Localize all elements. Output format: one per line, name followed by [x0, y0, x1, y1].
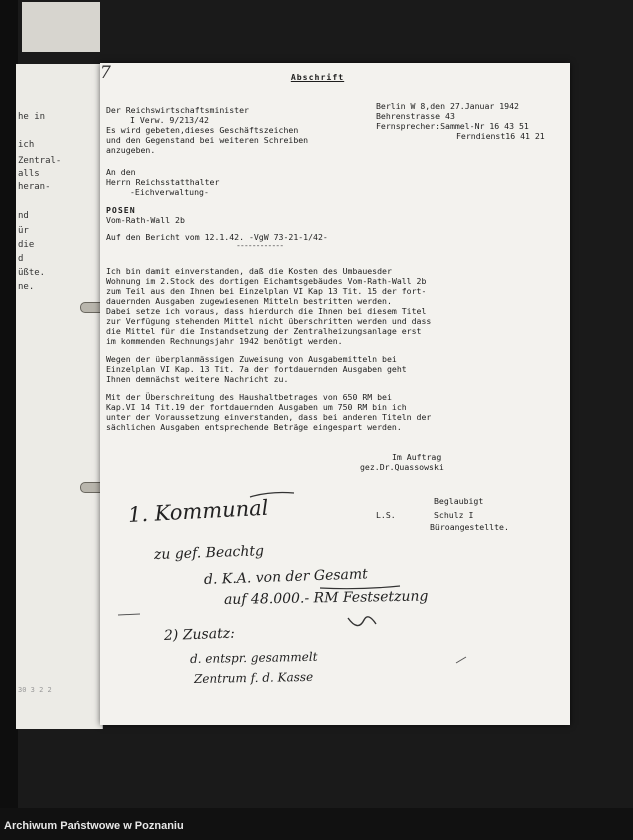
underlying-page [16, 64, 103, 729]
underlying-page-text: die [18, 240, 35, 250]
handwritten-note: d. entspr. gesammelt [189, 649, 318, 666]
document-heading: Abschrift [290, 72, 345, 82]
body-paragraph-3: Mit der Überschreitung des Haushaltbetrages von 650 RM bei Kap.VI 14 Tit.19 der fortdauernden Ausgaben um 750 RM bin ich unter der Voraussetzung einverstanden, dass bei anderen Titeln der sächlichen Ausgaben entsprechende Beträge eingespart werden. [106, 392, 432, 432]
signature-on-behalf: Im Auftrag [392, 452, 442, 462]
reference-underline: ------------ [236, 240, 284, 250]
handwritten-note: zu gef. Beachtg [153, 543, 265, 563]
letter-page [100, 63, 570, 725]
underlying-page-text: nd [18, 211, 29, 221]
reference-line: Auf den Bericht vom 12.1.42. -VgW 73-21-1/42- [106, 232, 328, 242]
underlying-page-text: he in [18, 112, 46, 122]
recipient-city: POSEN [106, 205, 136, 215]
pen-marks [100, 63, 570, 725]
underlying-page-text: d [18, 254, 24, 264]
underlying-page-text: heran- [18, 182, 51, 192]
certifier-role: Büroangestellte. [430, 522, 509, 532]
handwritten-note: Zentrum f. d. Kasse [193, 669, 314, 686]
certifier-name: Schulz I [434, 510, 474, 520]
sender-title: Der Reichswirtschaftsminister [106, 105, 249, 115]
place-date: Berlin W 8,den 27.Januar 1942 [376, 101, 519, 111]
top-paper-strip [22, 2, 100, 52]
recipient-line: Herrn Reichsstatthalter [106, 177, 220, 187]
body-paragraph-1: Ich bin damit einverstanden, daß die Kosten des Umbauesder Wohnung im 2.Stock des dortigen Eichamtsgebäudes Vom-Rath-Wall 2b zum Teil aus den Ihnen bei Einzelplan VI Kap 13 Tit. 15 der fort- dauernden Ausgaben zugewiesenen Mitteln bestritten werden. Dabei setze ich voraus, dass hierdurch die Ihnen bei diesem Titel zur Verfügung stehenden Mittel nicht überschritten werden und dass die Mittel für die Instandsetzung der Zentralheizungsanlage erst im kommenden Rechnungsjahr 1942 benötigt werden. [106, 266, 432, 346]
underlying-page-text: ne. [18, 282, 35, 292]
handwritten-note: auf 48.000.- RM Festsetzung [223, 588, 429, 608]
recipient-line: -Eichverwaltung- [130, 187, 209, 197]
handwritten-note: 2) Zusatz: [163, 625, 236, 644]
long-distance-number: Ferndienst16 41 21 [456, 131, 545, 141]
underlying-page-text: üßte. [18, 268, 46, 278]
archive-name: Archiwum Państwowe w Poznaniu [4, 820, 184, 832]
recipient-street: Vom-Rath-Wall 2b [106, 215, 185, 225]
sender-street: Behrenstrasse 43 [376, 111, 455, 121]
sender-reference: I Verw. 9/213/42 [130, 115, 209, 125]
handwritten-note: d. K.A. von der Gesamt [203, 566, 369, 588]
folio-number: 7 [100, 63, 111, 83]
underlying-page-number: 30 3 2 2 [18, 686, 52, 694]
signature-name: gez.Dr.Quassowski [360, 462, 444, 472]
reference-note: und den Gegenstand bei weiteren Schreiben [106, 135, 309, 145]
underlying-page-text: alls [18, 169, 40, 179]
reference-note: anzugeben. [106, 145, 156, 155]
seal-mark: L.S. [376, 510, 396, 520]
underlying-page-text: ür [18, 226, 29, 236]
underlying-page-text: Zentral- [18, 156, 62, 166]
certification-label: Beglaubigt [434, 496, 484, 506]
recipient-line: An den [106, 167, 136, 177]
underlying-page-text: ich [18, 140, 35, 150]
handwritten-note: 1. Kommunal [127, 495, 270, 527]
body-paragraph-2: Wegen der überplanmässigen Zuweisung von Ausgabemitteln bei Einzelplan VI Kap. 13 Tit. 7a der fortdauernden Ausgaben geht Ihnen demnächst weitere Nachricht zu. [106, 354, 407, 384]
phone-number: Fernsprecher:Sammel-Nr 16 43 51 [376, 121, 529, 131]
reference-note: Es wird gebeten,dieses Geschäftszeichen [106, 125, 299, 135]
